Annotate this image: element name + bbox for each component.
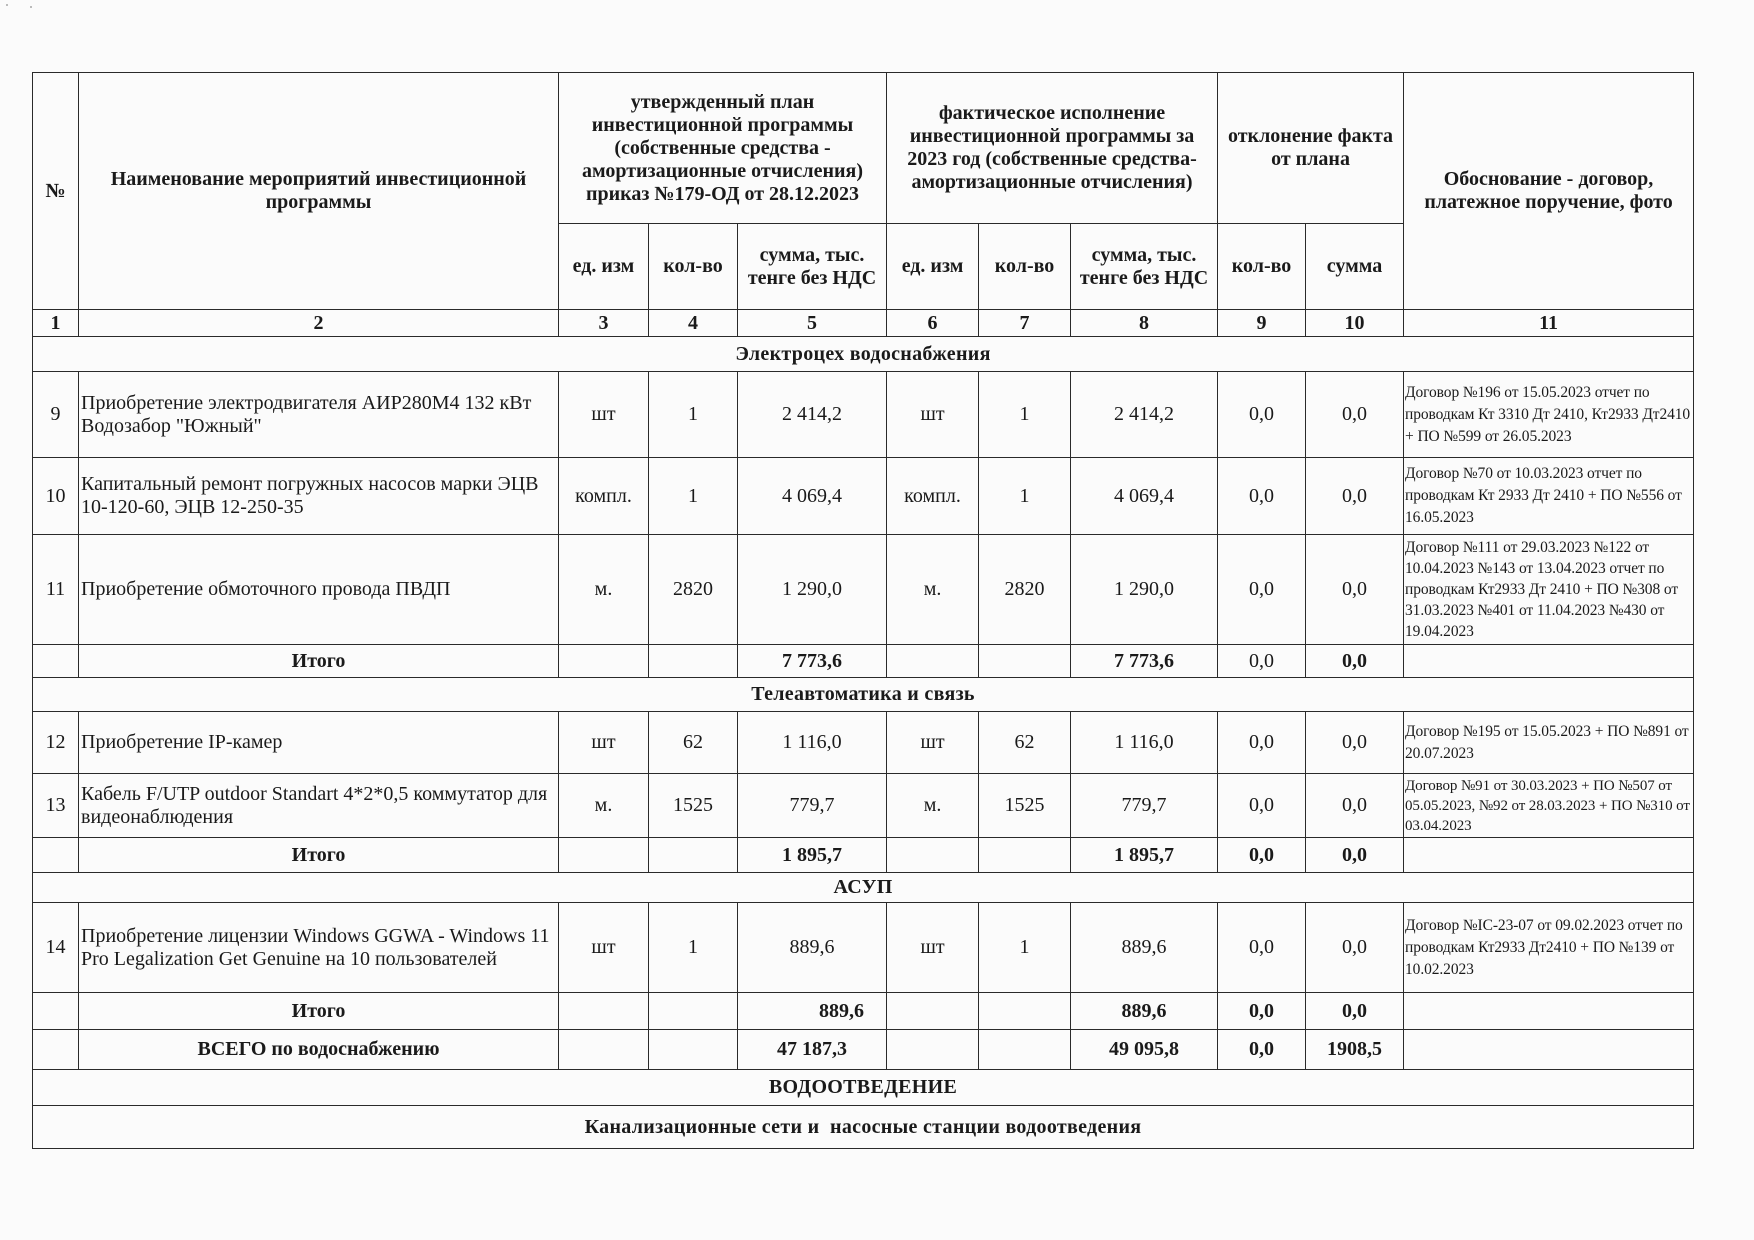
plan-unit: шт: [559, 712, 649, 774]
header-name: Наименование мероприятий инвестиционной программы: [79, 73, 559, 310]
subtotal-dev-sum: 0,0: [1306, 838, 1404, 873]
table-row: [33, 535, 1694, 645]
empty-cell: [979, 645, 1071, 678]
plan-qty: 1: [649, 458, 738, 535]
header-plan-group: утвержденный план инвестиционной программы (собственные средства - амортизационные отчисления) приказ №179-ОД от 28.12.2023: [559, 73, 887, 224]
plan-unit: шт: [559, 372, 649, 458]
dev-qty: 0,0: [1218, 774, 1306, 838]
subtotal-plan-sum: 889,6: [738, 993, 887, 1030]
subtotal-dev-qty: 0,0: [1218, 993, 1306, 1030]
subtotal-row: [33, 993, 1694, 1030]
grand-total-dev-qty: 0,0: [1218, 1030, 1306, 1070]
header-dev-sum: сумма: [1306, 224, 1404, 310]
fact-sum: 889,6: [1071, 903, 1218, 993]
basis: Договор №196 от 15.05.2023 отчет по проводкам Кт 3310 Дт 2410, Кт2933 Дт2410 + ПО №599 от 26.05.2023: [1404, 372, 1694, 458]
section-row: [33, 337, 1694, 372]
dev-qty: 0,0: [1218, 712, 1306, 774]
empty-cell: [33, 838, 79, 873]
subtotal-fact-sum: 889,6: [1071, 993, 1218, 1030]
subsection-title: Канализационные сети и насосные станции водоотведения: [33, 1106, 1694, 1149]
col-number: 10: [1306, 310, 1404, 337]
col-number: 3: [559, 310, 649, 337]
row-name: Приобретение IP-камер: [79, 712, 559, 774]
empty-cell: [559, 838, 649, 873]
col-number: 7: [979, 310, 1071, 337]
subtotal-label: Итого: [79, 645, 559, 678]
grand-total-label: ВСЕГО по водоснабжению: [79, 1030, 559, 1070]
dev-sum: 0,0: [1306, 372, 1404, 458]
section-title: Телеавтоматика и связь: [33, 678, 1694, 712]
row-name: Кабель F/UTP outdoor Standart 4*2*0,5 коммутатор для видеонаблюдения: [79, 774, 559, 838]
row-no: 9: [33, 372, 79, 458]
subtotal-plan-sum: 1 895,7: [738, 838, 887, 873]
subtotal-dev-qty: 0,0: [1218, 838, 1306, 873]
table-row: [33, 712, 1694, 774]
fact-unit: компл.: [887, 458, 979, 535]
grand-total-plan-sum: 47 187,3: [738, 1030, 887, 1070]
table-row: [33, 372, 1694, 458]
empty-cell: [887, 1030, 979, 1070]
empty-cell: [1404, 645, 1694, 678]
empty-cell: [559, 645, 649, 678]
section-row: [33, 678, 1694, 712]
subtotal-row: [33, 645, 1694, 678]
header-dev-qty: кол-во: [1218, 224, 1306, 310]
fact-sum: 779,7: [1071, 774, 1218, 838]
fact-unit: шт: [887, 903, 979, 993]
col-number: 11: [1404, 310, 1694, 337]
basis: Договор №70 от 10.03.2023 отчет по проводкам Кт 2933 Дт 2410 + ПО №556 от 16.05.2023: [1404, 458, 1694, 535]
dev-qty: 0,0: [1218, 903, 1306, 993]
grand-total-fact-sum: 49 095,8: [1071, 1030, 1218, 1070]
fact-qty: 1: [979, 458, 1071, 535]
plan-qty: 1: [649, 372, 738, 458]
header-fact-group: фактическое исполнение инвестиционной программы за 2023 год (собственные средства-амортизационные отчисления): [887, 73, 1218, 224]
empty-cell: [649, 1030, 738, 1070]
fact-qty: 2820: [979, 535, 1071, 645]
header-deviation-group: отклонение факта от плана: [1218, 73, 1404, 224]
header-plan-unit: ед. изм: [559, 224, 649, 310]
header-no: №: [33, 73, 79, 310]
col-number: 1: [33, 310, 79, 337]
fact-qty: 1: [979, 903, 1071, 993]
dev-sum: 0,0: [1306, 458, 1404, 535]
empty-cell: [979, 1030, 1071, 1070]
basis: Договор №111 от 29.03.2023 №122 от 10.04.2023 №143 от 13.04.2023 отчет по проводкам Кт2933 Дт 2410 + ПО №308 от 31.03.2023 №401 от 11.04.2023 №430 от 19.04.2023: [1404, 535, 1694, 645]
empty-cell: [649, 993, 738, 1030]
plan-sum: 1 290,0: [738, 535, 887, 645]
plan-unit: шт: [559, 903, 649, 993]
empty-cell: [887, 993, 979, 1030]
plan-unit: м.: [559, 774, 649, 838]
plan-unit: компл.: [559, 458, 649, 535]
col-number: 8: [1071, 310, 1218, 337]
plan-qty: 2820: [649, 535, 738, 645]
row-no: 14: [33, 903, 79, 993]
subtotal-dev-sum: 0,0: [1306, 645, 1404, 678]
grand-total-dev-sum: 1908,5: [1306, 1030, 1404, 1070]
empty-cell: [979, 993, 1071, 1030]
row-name: Приобретение лицензии Windows GGWA - Windows 11 Pro Legalization Get Genuine на 10 пользователей: [79, 903, 559, 993]
fact-unit: м.: [887, 535, 979, 645]
section-title: ВОДООТВЕДЕНИЕ: [33, 1070, 1694, 1106]
row-no: 12: [33, 712, 79, 774]
empty-cell: [979, 838, 1071, 873]
table-row: [33, 458, 1694, 535]
header-plan-qty: кол-во: [649, 224, 738, 310]
section-title: АСУП: [33, 873, 1694, 903]
basis: Договор №91 от 30.03.2023 + ПО №507 от 05.05.2023, №92 от 28.03.2023 + ПО №310 от 03.04.2023: [1404, 774, 1694, 838]
fact-sum: 1 290,0: [1071, 535, 1218, 645]
empty-cell: [33, 1030, 79, 1070]
section-row: [33, 873, 1694, 903]
col-number: 6: [887, 310, 979, 337]
empty-cell: [649, 838, 738, 873]
plan-unit: м.: [559, 535, 649, 645]
table-row: [33, 903, 1694, 993]
basis: Договор №IC-23-07 от 09.02.2023 отчет по проводкам Кт2933 Дт2410 + ПО №139 от 10.02.2023: [1404, 903, 1694, 993]
empty-cell: [649, 645, 738, 678]
fact-qty: 1: [979, 372, 1071, 458]
subtotal-fact-sum: 1 895,7: [1071, 838, 1218, 873]
fact-sum: 2 414,2: [1071, 372, 1218, 458]
header-fact-qty: кол-во: [979, 224, 1071, 310]
dev-qty: 0,0: [1218, 372, 1306, 458]
empty-cell: [887, 838, 979, 873]
col-number: 9: [1218, 310, 1306, 337]
investment-program-table: [32, 72, 1694, 1149]
plan-qty: 1525: [649, 774, 738, 838]
basis: Договор №195 от 15.05.2023 + ПО №891 от 20.07.2023: [1404, 712, 1694, 774]
fact-sum: 1 116,0: [1071, 712, 1218, 774]
fact-sum: 4 069,4: [1071, 458, 1218, 535]
col-number: 4: [649, 310, 738, 337]
subtotal-fact-sum: 7 773,6: [1071, 645, 1218, 678]
empty-cell: [33, 993, 79, 1030]
subtotal-label: Итого: [79, 838, 559, 873]
plan-qty: 1: [649, 903, 738, 993]
empty-cell: [1404, 993, 1694, 1030]
row-no: 11: [33, 535, 79, 645]
column-number-row: [33, 310, 1694, 337]
table-row: [33, 774, 1694, 838]
dev-qty: 0,0: [1218, 458, 1306, 535]
subtotal-dev-sum: 0,0: [1306, 993, 1404, 1030]
header-plan-sum: сумма, тыс. тенге без НДС: [738, 224, 887, 310]
dev-sum: 0,0: [1306, 903, 1404, 993]
dev-sum: 0,0: [1306, 535, 1404, 645]
plan-sum: 779,7: [738, 774, 887, 838]
plan-sum: 1 116,0: [738, 712, 887, 774]
empty-cell: [1404, 838, 1694, 873]
row-no: 13: [33, 774, 79, 838]
header-row-top: [33, 73, 1694, 224]
subtotal-row: [33, 838, 1694, 873]
header-fact-unit: ед. изм: [887, 224, 979, 310]
subtotal-dev-qty: 0,0: [1218, 645, 1306, 678]
empty-cell: [1404, 1030, 1694, 1070]
fact-unit: м.: [887, 774, 979, 838]
scan-marks: [6, 4, 36, 10]
plan-sum: 889,6: [738, 903, 887, 993]
col-number: 2: [79, 310, 559, 337]
empty-cell: [559, 993, 649, 1030]
dev-sum: 0,0: [1306, 712, 1404, 774]
plan-qty: 62: [649, 712, 738, 774]
section-title: Электроцех водоснабжения: [33, 337, 1694, 372]
fact-unit: шт: [887, 372, 979, 458]
empty-cell: [559, 1030, 649, 1070]
grand-total-row: [33, 1030, 1694, 1070]
subtotal-label: Итого: [79, 993, 559, 1030]
header-justification: Обоснование - договор, платежное поручение, фото: [1404, 73, 1694, 310]
section-row: [33, 1070, 1694, 1106]
header-fact-sum: сумма, тыс. тенге без НДС: [1071, 224, 1218, 310]
plan-sum: 4 069,4: [738, 458, 887, 535]
row-no: 10: [33, 458, 79, 535]
fact-qty: 62: [979, 712, 1071, 774]
row-name: Приобретение обмоточного провода ПВДП: [79, 535, 559, 645]
subsection-row: [33, 1106, 1694, 1149]
fact-qty: 1525: [979, 774, 1071, 838]
dev-qty: 0,0: [1218, 535, 1306, 645]
col-number: 5: [738, 310, 887, 337]
empty-cell: [33, 645, 79, 678]
dev-sum: 0,0: [1306, 774, 1404, 838]
empty-cell: [887, 645, 979, 678]
subtotal-plan-sum: 7 773,6: [738, 645, 887, 678]
row-name: Приобретение электродвигателя АИР280М4 132 кВт Водозабор "Южный": [79, 372, 559, 458]
plan-sum: 2 414,2: [738, 372, 887, 458]
row-name: Капитальный ремонт погружных насосов марки ЭЦВ 10-120-60, ЭЦВ 12-250-35: [79, 458, 559, 535]
fact-unit: шт: [887, 712, 979, 774]
